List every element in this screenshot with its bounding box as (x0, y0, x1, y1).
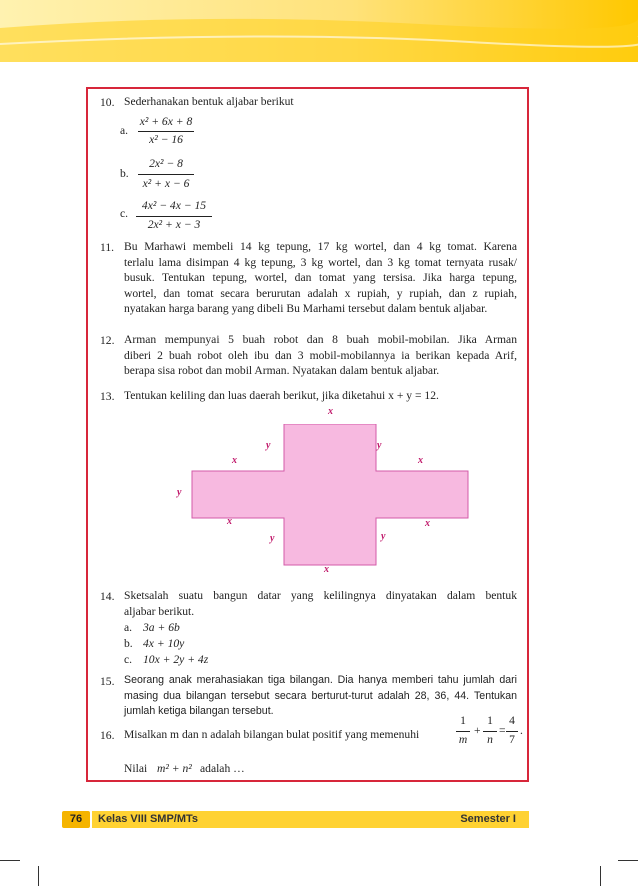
label-left-y: y (177, 487, 182, 498)
header-banner (0, 0, 638, 62)
label-upper-right-x: x (418, 455, 423, 466)
label-lower-left-y: y (270, 533, 275, 544)
q13-number: 13. (100, 390, 115, 403)
q12-line: diberi 2 buah robot oleh ibu dan 3 mobil-mobilannya ia berikan kepada Arif, (124, 348, 517, 362)
label-lower-left-x: x (227, 516, 232, 527)
q15-line: jumlah ketiga bilangan tersebut. (124, 705, 274, 718)
q10-number: 10. (100, 96, 115, 109)
q10b-label: b. (120, 167, 129, 180)
q10c-numerator: 4x² − 4x − 15 (141, 199, 207, 212)
q14-line: Sketsalah suatu bangun datar yang kelilingnya dinyatakan dalam bentuk (124, 589, 517, 602)
q12-line: berapa sisa robot dan mobil Arman. Nyatakan dalam bentuk aljabar. (124, 364, 440, 378)
label-bottom-x: x (324, 564, 329, 575)
q14a-label: a. (124, 621, 133, 634)
q13-text: Tentukan keliling dan luas daerah berikut, jika diketahui x + y = 12. (124, 389, 439, 402)
q14-text (124, 588, 517, 619)
footer-class-label: Kelas VIII SMP/MTs (98, 813, 199, 825)
q10a-label: a. (120, 124, 129, 137)
q14-line: aljabar berikut. (124, 604, 195, 618)
q14a-expr: 3a + 6b (143, 621, 180, 634)
q10a-numerator: x² + 6x + 8 (139, 115, 193, 128)
q10a-fraction-bar (138, 131, 194, 132)
q10b-fraction-bar (138, 174, 194, 175)
q11-line: Bu Marhawi membeli 14 kg tepung, 17 kg wortel, dan 4 kg tomat. Karena (124, 240, 517, 253)
q14c-label: c. (124, 653, 133, 666)
q15-line: Seorang anak merahasiakan tiga bilangan. Dia hanya memberi tahu jumlah dari (124, 674, 517, 686)
q11-line: busuk. Tentukan tepung, wortel, dan tomat yang tersisa. Jika harga tepung, (124, 271, 517, 285)
q16-plus: + (474, 724, 481, 737)
crop-mark (0, 860, 20, 861)
q11-line: nyatakan harga barang yang dibeli Bu Marhami tersebut dalam bentuk aljabar. (124, 302, 488, 316)
q16-frac2-denominator: n (487, 733, 493, 746)
label-top-x: x (328, 406, 333, 417)
q10c-fraction-bar (136, 216, 212, 217)
q12-number: 12. (100, 334, 115, 347)
q16-line2-post: adalah … (200, 762, 245, 775)
label-upper-left-x: x (232, 455, 237, 466)
q16-line2-expr: m² + n² (157, 762, 192, 775)
q16-frac3-denominator: 7 (509, 733, 515, 746)
q16-frac3-bar (506, 731, 518, 732)
q12-text (124, 332, 517, 379)
q15-number: 15. (100, 675, 115, 688)
label-upper-right-y: y (377, 440, 382, 451)
label-lower-right-y: y (381, 531, 386, 542)
q10c-label: c. (120, 207, 129, 220)
q16-frac3-numerator: 4 (509, 714, 515, 727)
q16-text: Misalkan m dan n adalah bilangan bulat positif yang memenuhi (124, 728, 420, 741)
q14-number: 14. (100, 590, 115, 603)
q16-period: . (520, 724, 523, 737)
q10-text: Sederhanakan bentuk aljabar berikut (124, 95, 294, 108)
q16-line2-pre: Nilai (124, 762, 148, 775)
crop-mark (618, 860, 638, 861)
q10a-denominator: x² − 16 (149, 133, 183, 146)
q16-equals: = (499, 724, 506, 737)
crop-mark (600, 866, 601, 886)
q14c-expr: 10x + 2y + 4z (143, 653, 209, 666)
q10b-numerator: 2x² − 8 (149, 157, 183, 170)
q15-line: masing dua bilangan tersebut secara berturut-turut adalah 28, 36, 44. Tentukan (124, 689, 517, 702)
q11-text (124, 239, 517, 317)
label-lower-right-x: x (425, 518, 430, 529)
q16-frac1-numerator: 1 (460, 714, 466, 727)
q16-frac2-bar (483, 731, 497, 732)
cross-shape-figure (190, 424, 470, 566)
label-upper-left-y: y (266, 440, 271, 451)
q16-frac1-bar (456, 731, 470, 732)
q10b-denominator: x² + x − 6 (142, 177, 190, 190)
q11-number: 11. (100, 241, 115, 254)
page-number: 76 (62, 811, 90, 828)
crop-mark (38, 866, 39, 886)
footer-semester-label: Semester I (460, 813, 516, 825)
q16-frac1-denominator: m (458, 733, 468, 746)
q16-frac2-numerator: 1 (487, 714, 493, 727)
q11-line: terlalu lama disimpan 4 kg tepung, 3 kg wortel, dan 3 kg tomat ternyata rusak/ (124, 255, 517, 269)
q12-line: Arman mempunyai 5 buah robot dan 8 buah mobil-mobilan. Jika Arman (124, 333, 517, 346)
q11-line: wortel, dan tomat secara berurutan adalah x rupiah, y rupiah, dan z rupiah, (124, 286, 517, 300)
q14b-expr: 4x + 10y (143, 637, 185, 650)
q15-text (124, 673, 517, 720)
q14b-label: b. (124, 637, 133, 650)
q10c-denominator: 2x² + x − 3 (147, 218, 201, 231)
q16-number: 16. (100, 729, 115, 742)
cross-shape (192, 424, 468, 565)
